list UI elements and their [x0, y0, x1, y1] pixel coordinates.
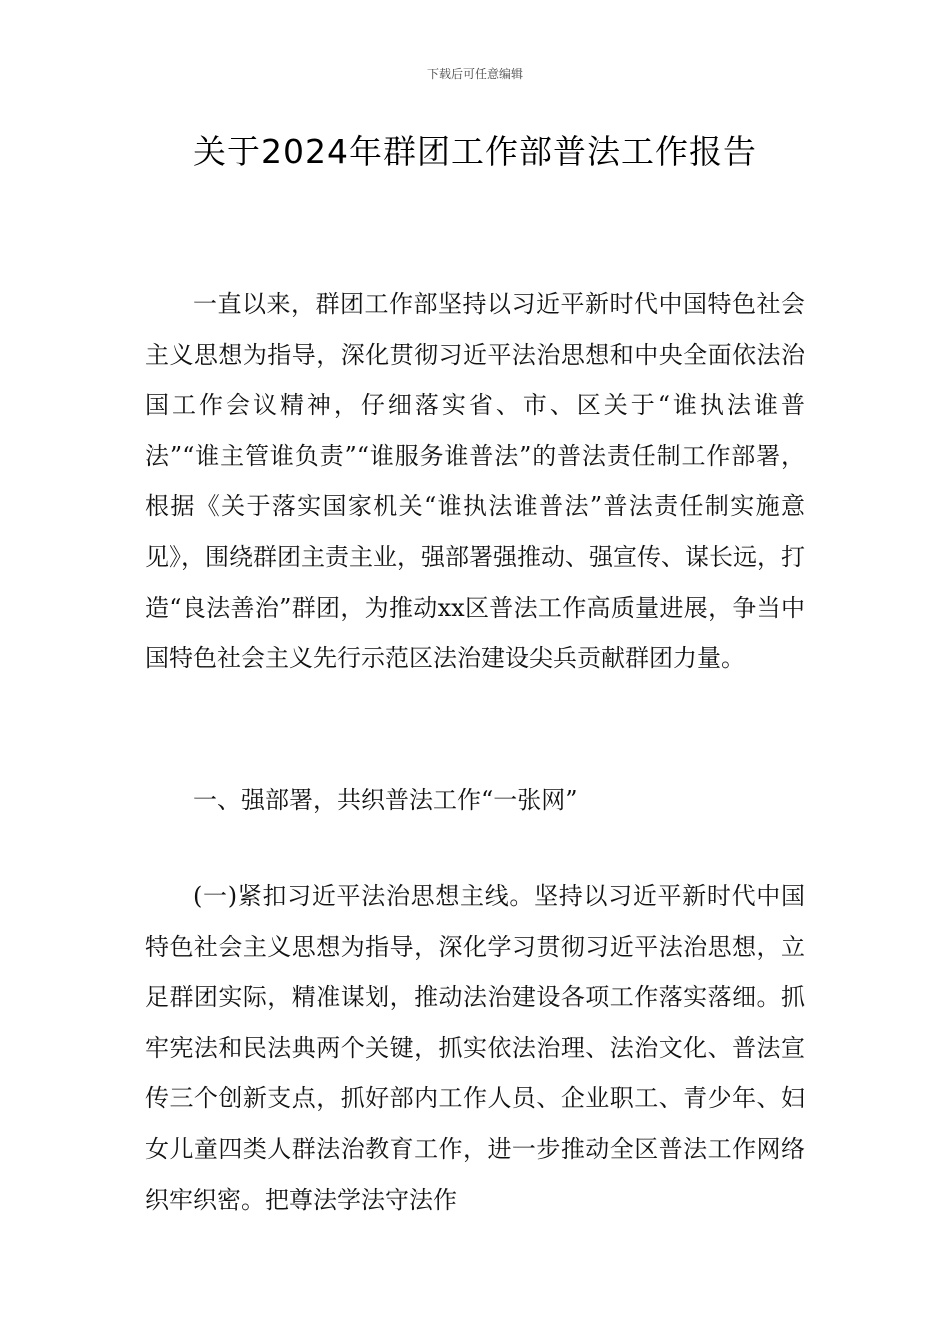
section-heading: 一、强部署，共织普法工作“一张网” [193, 786, 578, 814]
document-title: 关于2024年群团工作部普法工作报告 [193, 132, 757, 171]
header-note: 下载后可任意编辑 [426, 67, 523, 81]
section-paragraph: (一)紧扣习近平法治思想主线。坚持以习近平新时代中国特色社会主义思想为指导，深化学习贯彻习近平法治思想，立足群团实际，精准谋划，推动法治建设各项工作落实落细。抓牢宪法和民法典两个关键，抓实依法治理、法治文化、普法宣传三个创新支点，抓好部内工作人员、企业职工、青少年、妇女儿童四类人群法治教育工作，进一步推动全区普法工作网络织牢织密。把尊法学法守法作 [145, 882, 805, 1214]
intro-paragraph: 一直以来，群团工作部坚持以习近平新时代中国特色社会主义思想为指导，深化贯彻习近平法治思想和中央全面依法治国工作会议精神，仔细落实省、市、区关于“谁执法谁普法”“谁主管谁负责”“谁服务谁普法”的普法责任制工作部署，根据《关于落实国家机关“谁执法谁普法”普法责任制实施意见》，围绕群团主责主业，强部署强推动、强宣传、谋长远，打造“良法善治”群团，为推动xx区普法工作高质量进展，争当中国特色社会主义先行示范区法治建设尖兵贡献群团力量。 [145, 290, 805, 673]
